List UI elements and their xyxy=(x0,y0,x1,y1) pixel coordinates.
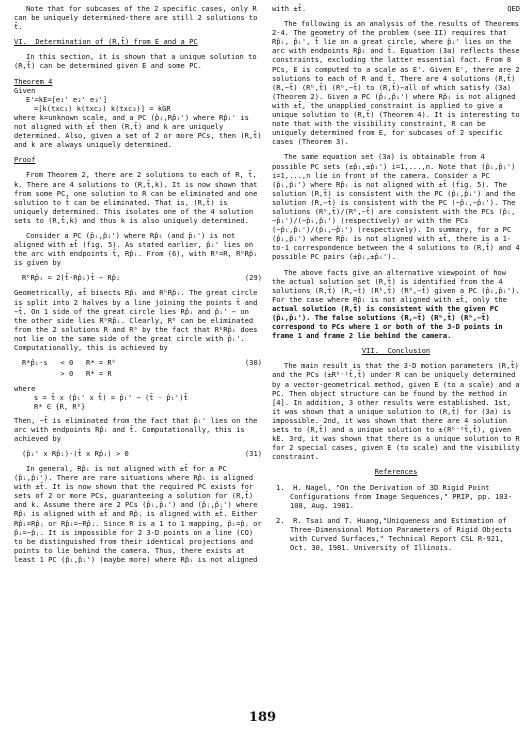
right-column xyxy=(272,4,524,558)
equation-30 xyxy=(22,358,262,367)
paragraph: The above facts give an alternative viewpoint of how the actual solution set (R,t̂) is identified from the 4 solutions (R,t̂) (R,−t̂) (Rᵇ,t̂) (Rᵇ,−t̂) given a PC (p̂ᵢ,p̂ᵢ'). For the case where Rp̂ᵢ is not aligned with ±t̂, only the xyxy=(272,267,524,304)
theorem-equation: =[k(txc₁) k(txc₂) k(txc₃)] = kGR xyxy=(34,103,171,113)
equation-s: s = t̂ x (p̂ᵢ' x t̂) = p̂ᵢ' − (t̂ · p̂ᵢ')t̂ xyxy=(34,393,188,403)
page-number: 189 xyxy=(248,710,277,725)
paragraph: Note that for subcases of the 2 specific cases, only R can be uniquely determined-there are still 2 solutions to t̂. xyxy=(14,4,262,32)
theorem-heading: Theorem 4 xyxy=(14,76,53,86)
theorem-body: where k=unknown scale, and a PC (p̂ᵢ,Rp̂ᵢ') where Rp̂ᵢ' is not aligned with ±t̂ then (R,t̂) and k are uniquely determined. Also, given a set of 2 or more PCs, then (R,t̂) and k are always uniquely determined. xyxy=(14,112,266,150)
references-heading: References xyxy=(374,467,418,477)
qed-mark: QED xyxy=(507,4,520,13)
equation-text: RᵇRp̂ᵢ = 2(t̂·Rp̂ᵢ)t̂ − Rp̂ᵢ xyxy=(22,273,121,283)
equation-text: R*p̂ᵢ·s < 0 R* = Rᵇ xyxy=(22,358,116,368)
paragraph-emphasis: actual solution (R,t̂) is consistent with the given PC (p̂ᵢ,p̂ᵢ'). The false solutions (R,−t̂) (Rᵇ,t̂) (Rᵇ,−t̂) correspond to PCs where 1 or both of the 3-D points in frame 1 and frame 2 lie behind the camera. xyxy=(272,303,507,341)
paragraph: In this section, it is shown that a unique solution to (R,t̂) can be determined given E and some PC. xyxy=(14,52,261,71)
theorem-equation: E'=kE=[e₁' e₂' e₃'] xyxy=(26,94,108,104)
paragraph: Geometrically, ±t̂ bisects Rp̂ᵢ and RᵇRp̂ᵢ. The great circle is split into 2 halves by a line joining the points t̂ and −t̂. On 1 side of the great circle lies Rp̂ᵢ and p̂ᵢ' − on the other side lies RᵇRp̂ᵢ. Clearly, Rᵇ can be eliminated from the 2 solutions R and Rᵇ by the fact that RᵇRp̂ᵢ does not lie on the same side of the great circle with p̂ᵢ'. Computationally, this is achieved by xyxy=(14,288,262,352)
paragraph: The same equation set (3a) is obtainable from 4 possible PC sets (±p̂ᵢ,±p̂ᵢ') i=1,...,n. Note that (p̂ᵢ,p̂ᵢ') i=1,...,n lie in front of the camera. Consider a PC (p̂ᵢ,p̂ᵢ') where Rp̂ᵢ is not aligned with ±t̂ (fig. 5). The solution (R,t̂) is consistent with the PC (p̂ᵢ,p̂ᵢ') and the solution (R,−t̂) is consistent with the PC (−p̂ᵢ,−p̂ᵢ'). The solutions (Rᵇ,t̂)/(Rᵇ,−t̂) are consistent with the PCs (p̂ᵢ,−p̂ᵢ')/(−p̂ᵢ,p̂ᵢ') (respectively) or with the PCs (−p̂ᵢ,p̂ᵢ')/(p̂ᵢ,−p̂ᵢ') (respectively). In summary, for a PC (p̂ᵢ,p̂ᵢ') where Rp̂ᵢ is not aligned with ±t̂, there is a 1-to-1 correspondence between the 4 solutions to (R,t̂) and 4 possible PC pairs (±p̂ᵢ,±p̂ᵢ'). xyxy=(272,152,524,262)
paragraph: Consider a PC (p̂ᵢ,p̂ᵢ') where Rp̂ᵢ (and p̂ᵢ') is not aligned with ±t̂ (fig. 5). As stated earlier, p̂ᵢ' lies on the arc with endpoints t̂, Rp̂ᵢ. From (6), with Rᵇ=R, RᵇRp̂ᵢ is given by xyxy=(14,230,262,268)
paragraph: with ±t̂. xyxy=(272,4,307,13)
equation-number: (30) xyxy=(244,358,262,368)
paragraph: The main result is that the 3-D motion parameters (R,t̂) and the PCs (±Rᵇ⁻¹t̂,t̂) under R can be uniquely determined by a vector-geometrical method, given E (to a scale) and a PC. Then object structure can be found by the method in [4]. In addition, 3 other results were established. 1st, it was shown that a unique solution to (R,t̂) for (3a) is impossible. 2nd, it was shown that there are 4 solution sets to (R,t̂) and a unique solution to ±(Rᵇ⁻¹t̂,t̂), given kE. 3rd, it was shown that there is a unique solution to R for 2 special cases, given E (to scale) and the visibility constraint. xyxy=(272,361,524,462)
equation-s2: R* ∈ {R, Rᵇ} xyxy=(34,402,86,412)
section-heading: VII. Conclusion xyxy=(361,346,431,356)
where-label: where xyxy=(14,384,36,394)
proof-heading: Proof xyxy=(14,155,36,165)
theorem-given: Given xyxy=(14,85,36,95)
equation-number: (31) xyxy=(244,448,262,458)
equation-29 xyxy=(22,273,262,282)
reference-item: 1. H. Nagel, "On the Derivation of 3D Rigid Point Configurations from Image Sequences," PRIP, pp. 103-108, Aug. 1981. xyxy=(276,482,513,510)
section-heading: VI. Determination of (R,t̂) from E and a PC xyxy=(14,37,198,47)
left-column xyxy=(14,4,266,570)
equation-text: (p̂ᵢ' x Rp̂ᵢ)·(t̂ x Rp̂ᵢ) > 0 xyxy=(22,448,129,458)
paragraph: In general, Rp̂ᵢ is not aligned with ±t̂ for a PC (p̂ᵢ,p̂ᵢ'). There are rare situations where Rp̂ᵢ is aligned with ±t̂. It is now shown that the required PC exists for sets of 2 or more PCs, guaranteeing a solution for (R,t̂) and k. Assume there are 2 PCs (p̂ᵢ,p̂ᵢ') and (p̂ⱼ,p̂ⱼ') where Rp̂ᵢ is aligned with ±t̂ and Rp̂ⱼ is aligned with ±t̂. Either Rp̂ᵢ=Rp̂ⱼ or Rp̂ᵢ=−Rp̂ⱼ. Since R is a 1 to 1 mapping, p̂ᵢ=p̂ⱼ or p̂ᵢ=−p̂ⱼ. It is impossible for 2 3-D points on a line (CO) to be distinguished from their identical projections and points to lie behind the camera. Thus, there exists at least 1 PC (p̂ᵢ,p̂ᵢ') (maybe more) where Rp̂ᵢ is not aligned xyxy=(14,463,266,564)
equation-30-case xyxy=(22,369,262,378)
paragraph: The following is an analysis of the results of Theorems 2-4. The geometry of the problem (see II) requires that Rp̂ᵢ, p̂ᵢ', t̂ lie on a great circle, where p̂ᵢ' lies on the arc with endpoints Rp̂ᵢ and t̂. Equation (3a) reflects these constraints, excluding the latter essential fact. From 8 PCs, E is computed to a scale as E'. Given E', there are 2 solutions to each of R and t̂. There are 4 solutions (R,t̂) (R,−t̂) (Rᵇ,t̂) (Rᵇ,−t̂) to (R,t̂)−all of which satisfy (3a)(Theorem 2). Given a PC (p̂ᵢ,p̂ᵢ') where Rp̂ᵢ is not aligned with ±t̂, the unapplied constraint is applied to give a unique solution to (R,t̂) (Theorem 4). It is interesting to note that with the visibility constraint, R can be uniquely determined from E, for subcases of 2 specific cases (Theorem 3). xyxy=(272,19,524,147)
equation-number: (29) xyxy=(244,273,262,283)
equation-text: > 0 R* = R xyxy=(22,369,112,379)
paragraph: Then, −t̂ is eliminated from the fact that p̂ᵢ' lies on the arc with endpoints Rp̂ᵢ and t̂. Computationally, this is achieved by xyxy=(14,415,262,443)
equation-31 xyxy=(22,449,262,458)
paragraph: From Theorem 2, there are 2 solutions to each of R, t̂, k. There are 4 solutions to (R,t̂,k). It is now shown that from some PC, one solution to R can be eliminated and one solution to t̂ can be eliminated. That is, (R,t̂) is uniquely determined. This isolates one of the 4 solution sets to (R,t̂,k) and thus k is also uniquely determined. xyxy=(14,170,262,225)
reference-item: 2. R. Tsai and T. Huang,"Uniqueness and Estimation of Three-Dimensional Motion Parameters of Rigid Objects with Curved Surfaces," Technical Report CSL R-921, Oct. 30, 1981. University of Illinois. xyxy=(276,515,517,553)
